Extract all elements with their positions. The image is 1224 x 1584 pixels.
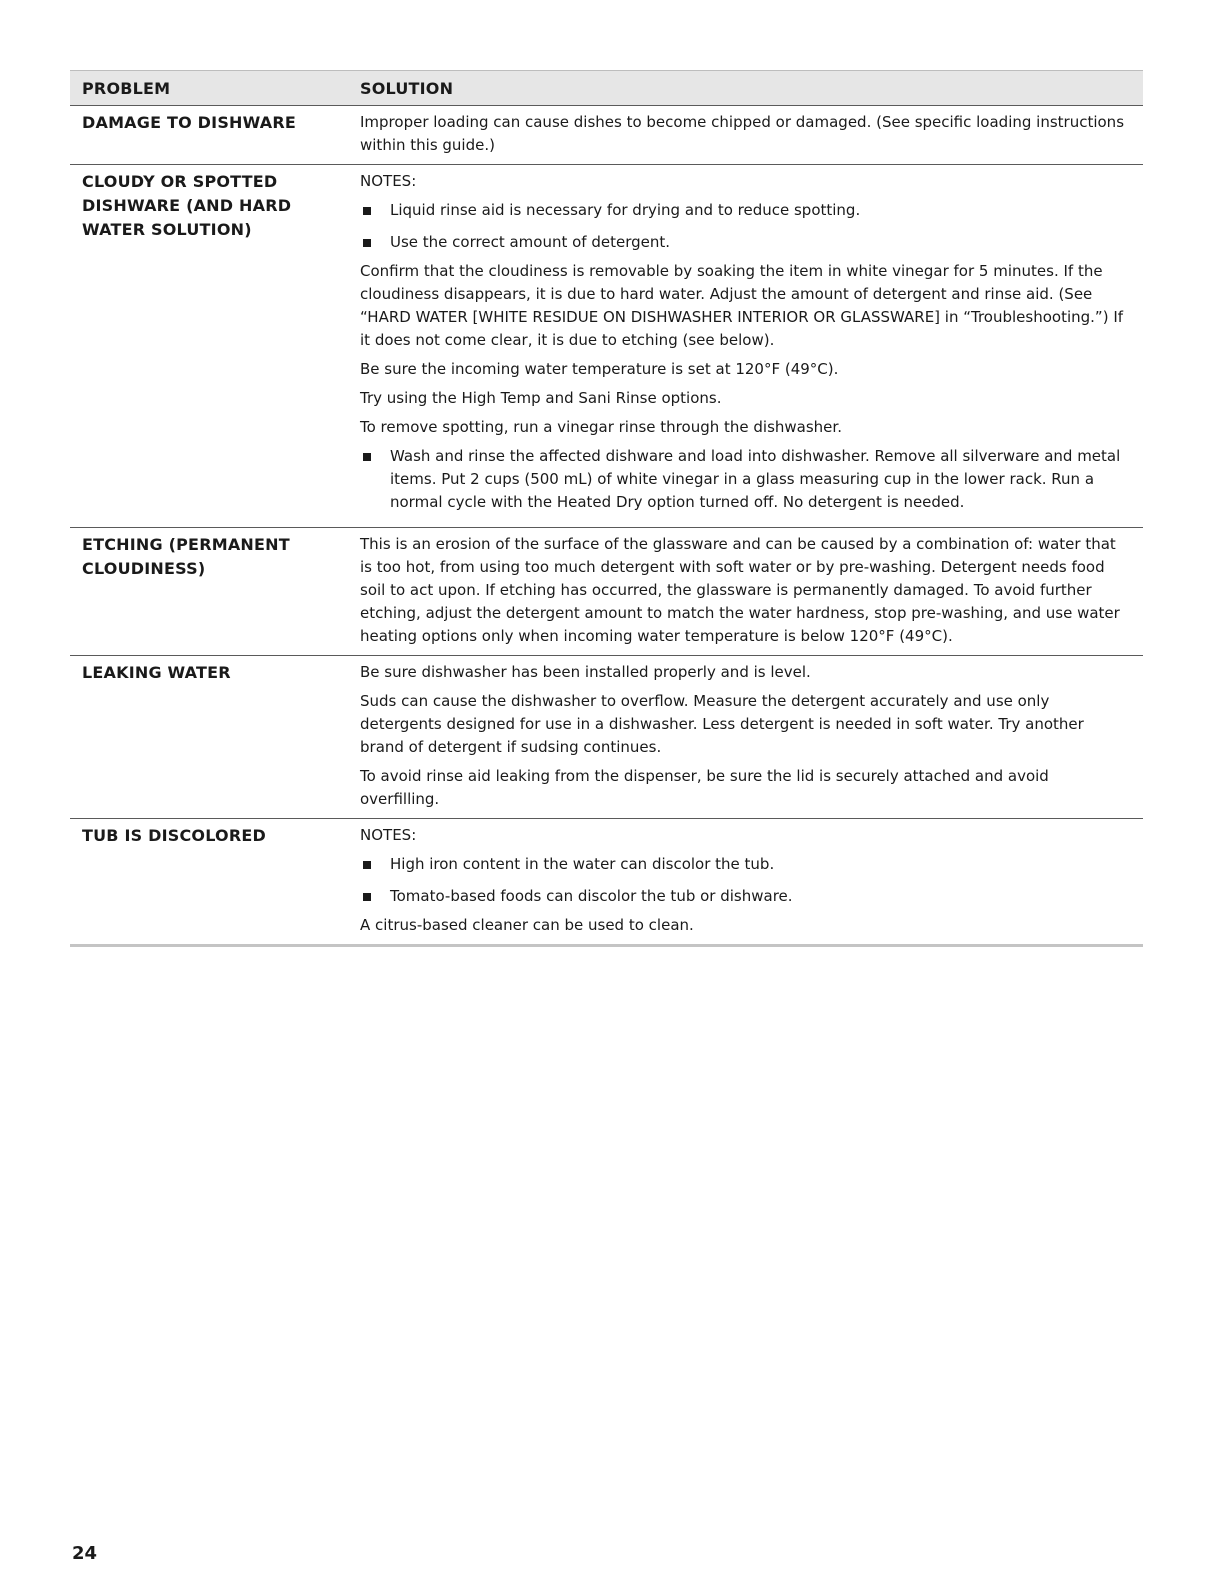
solution-paragraph: Confirm that the cloudiness is removable by soaking the item in white vinegar for 5 minutes. If the cloudiness disappears, it is due to hard water. Adjust the amount of detergent and rinse aid. (See “HARD WATER [WHITE RESIDUE ON DISHWASHER INTERIOR OR GLASSWARE] in “Troubleshooting.”) If it does not come clear, it is due to etching (see below). xyxy=(360,262,1124,349)
solution-paragraph: This is an erosion of the surface of the glassware and can be caused by a combination of: water that is too hot, from using too much detergent with soft water or by pre-washing. Detergent needs food soil to act upon. If etching has occurred, the glassware is permanently damaged. To avoid further etching, adjust the detergent amount to match the water hardness, stop pre-washing, and use water heating options only when incoming water temperature is below 120°F (49°C). xyxy=(360,535,1120,645)
table-row xyxy=(70,819,1143,947)
list-item xyxy=(360,853,1131,876)
problem-etching: ETCHING (PERMANENT CLOUDINESS) xyxy=(82,535,290,578)
note-text: Use the correct amount of detergent. xyxy=(390,233,671,251)
table-row xyxy=(70,528,1143,656)
solution-cell xyxy=(360,661,1143,811)
table-header xyxy=(70,70,1143,106)
solution-cell xyxy=(360,170,1143,520)
table-row xyxy=(70,656,1143,819)
table-row xyxy=(70,165,1143,528)
solution-paragraph: Try using the High Temp and Sani Rinse options. xyxy=(360,389,722,407)
problem-column-header: PROBLEM xyxy=(82,78,171,98)
notes-label: NOTES: xyxy=(360,172,417,190)
solution-paragraph: Suds can cause the dishwasher to overflow. Measure the detergent accurately and use only detergents designed for use in a dishwasher. Less detergent is needed in soft water. Try another brand of detergent if sudsing continues. xyxy=(360,692,1084,756)
solution-paragraph: Be sure dishwasher has been installed properly and is level. xyxy=(360,663,811,681)
square-bullet-icon xyxy=(363,239,371,247)
problem-damage-to-dishware: DAMAGE TO DISHWARE xyxy=(82,113,296,132)
solution-cell xyxy=(360,533,1143,648)
problem-tub-discolored: TUB IS DISCOLORED xyxy=(82,826,266,845)
page-number: 24 xyxy=(72,1543,98,1564)
solution-paragraph: Improper loading can cause dishes to become chipped or damaged. (See specific loading instructions within this guide.) xyxy=(360,113,1125,154)
solution-paragraph: To remove spotting, run a vinegar rinse through the dishwasher. xyxy=(360,418,842,436)
steps-list xyxy=(360,445,1131,514)
solution-cell xyxy=(360,111,1143,157)
problem-cloudy-or-spotted: CLOUDY OR SPOTTED DISHWARE (AND HARD WATER SOLUTION) xyxy=(82,172,292,239)
solution-paragraph: A citrus-based cleaner can be used to clean. xyxy=(360,916,694,934)
solution-cell xyxy=(360,824,1143,937)
solution-paragraph: To avoid rinse aid leaking from the dispenser, be sure the lid is securely attached and avoid overfilling. xyxy=(360,767,1049,808)
notes-label: NOTES: xyxy=(360,826,417,844)
solution-paragraph: Be sure the incoming water temperature is set at 120°F (49°C). xyxy=(360,360,839,378)
square-bullet-icon xyxy=(363,893,371,901)
troubleshooting-table xyxy=(70,70,1143,947)
notes-list xyxy=(360,853,1131,908)
notes-list xyxy=(360,199,1131,254)
note-text: Liquid rinse aid is necessary for drying and to reduce spotting. xyxy=(390,201,861,219)
list-item xyxy=(360,199,1131,222)
note-text: Tomato-based foods can discolor the tub or dishware. xyxy=(390,887,793,905)
step-text: Wash and rinse the affected dishware and load into dishwasher. Remove all silverware and metal items. Put 2 cups (500 mL) of white vinegar in a glass measuring cup in the lower rack. Run a normal cycle with the Heated Dry option turned off. No detergent is needed. xyxy=(390,447,1121,511)
list-item xyxy=(360,445,1131,514)
list-item xyxy=(360,885,1131,908)
square-bullet-icon xyxy=(363,861,371,869)
square-bullet-icon xyxy=(363,207,371,215)
square-bullet-icon xyxy=(363,453,371,461)
note-text: High iron content in the water can discolor the tub. xyxy=(390,855,775,873)
problem-leaking-water: LEAKING WATER xyxy=(82,663,231,682)
solution-column-header: SOLUTION xyxy=(360,78,454,98)
list-item xyxy=(360,231,1131,254)
table-row xyxy=(70,106,1143,165)
